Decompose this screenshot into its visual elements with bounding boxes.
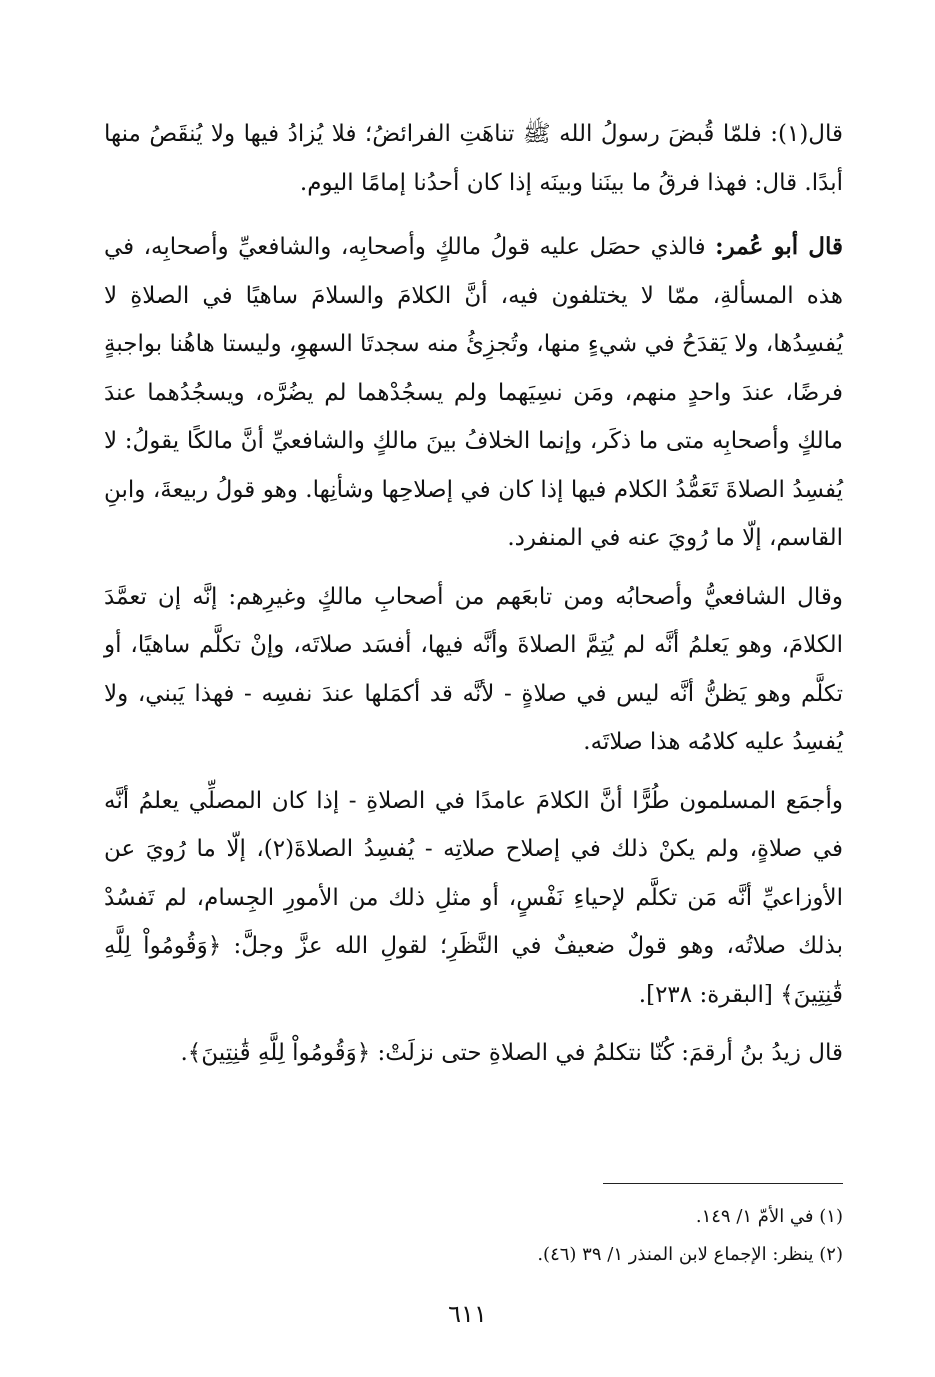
paragraph-1: قال(١): فلمّا قُبضَ رسولُ الله ﷺ تناهَتِ الفرائضُ؛ فلا يُزادُ فيها ولا يُنقَصُ منها أبدًا. قال: فهذا فرقُ ما بينَنا وبينَه إذا كان أحدُنا إمامًا اليوم.	[104, 121, 843, 196]
footnote-separator	[603, 1183, 843, 1184]
paragraph-5: قال زيدُ بنُ أرقمَ: كُنّا نتكلمُ في الصلاةِ حتى نزلَتْ: ﴿وَقُومُواْ لِلَّهِ قَٰنِتِينَ﴾.	[180, 1040, 843, 1066]
paragraph-2-body: فالذي حصَل عليه قولُ مالكٍ وأصحابِه، والشافعيِّ وأصحابِه، في هذه المسألةِ، ممّا لا يختلفون فيه، أنَّ الكلامَ والسلامَ ساهيًا في الصلاةِ لا يُفسِدُها، ولا يَقدَحُ في شيءٍ منها، وتُجزِئُ منه سجدتَا السهوِ، وليستا هاهُنا بواجبةٍ فرضًا، عندَ واحدٍ منهم، ومَن نسِيَهما ولم يسجُدْهما لم يضُرَّه، ويسجُدُهما عندَ مالكٍ وأصحابِه متى ما ذكَر، وإنما الخلافُ بينَ مالكٍ والشافعيِّ أنَّ مالكًا يقولُ: لا يُفسِدُ الصلاةَ تَعَمُّدُ الكلام فيها إذا كان في إصلاحِها وشأنِها. وهو قولُ ربيعةَ، وابنِ القاسم، إلّا ما رُويَ عنه في المنفرد.	[104, 234, 843, 551]
paragraph-3: وقال الشافعيُّ وأصحابُه ومن تابعَهم من أصحابِ مالكٍ وغيرِهم: إنَّه إن تعمَّدَ الكلامَ، وهو يَعلمُ أنَّه لم يُتِمَّ الصلاةَ وأنَّه فيها، أفسَد صلاتَه، وإنْ تكلَّم ساهيًا، أو تكلَّم وهو يَظنُّ أنَّه ليس في صلاةٍ - لأنَّه قد أكمَلها عندَ نفسِه - فهذا يَبني، ولا يُفسِدُ عليه كلامُه هذا صلاتَه.	[104, 583, 843, 755]
paragraph-4: وأجمَع المسلمون طُرًّا أنَّ الكلامَ عامدًا في الصلاةِ - إذا كان المصلِّي يعلمُ أنَّه في صلاةٍ، ولم يكنْ ذلك في إصلاح صلاتِه - يُفسِدُ الصلاةَ(٢)، إلّا ما رُويَ عن الأوزاعيِّ أنَّه مَن تكلَّم لإحياءِ نَفْسٍ، أو مثلِ ذلك من الأمورِ الجِسام، لم تَفسُدْ بذلك صلاتُه، وهو قولٌ ضعيفٌ في النَّظَرِ؛ لقولِ الله عزَّ وجلَّ: ﴿وَقُومُواْ لِلَّهِ قَٰنِتِينَ﴾ [البقرة: ٢٣٨].	[104, 787, 843, 1008]
footnote-2: (٢) ينظر: الإجماع لابن المنذر ١/ ٣٩ (٤٦).	[537, 1244, 843, 1265]
footnote-1: (١) في الأمّ ١/ ١٤٩.	[695, 1206, 843, 1227]
footnotes	[104, 1198, 843, 1274]
page-number: ٦١١	[448, 1300, 487, 1328]
paragraph-2	[104, 223, 843, 563]
paragraph-2-lead: قال أبو عُمر:	[715, 233, 843, 260]
